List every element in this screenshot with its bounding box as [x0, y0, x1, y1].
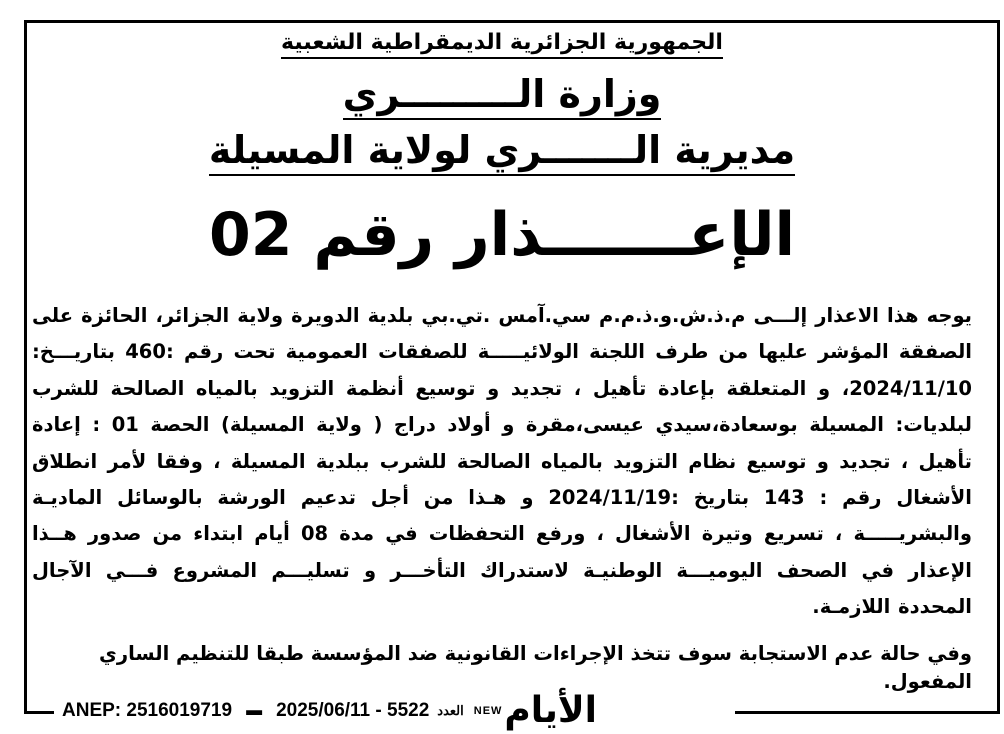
separator-dash: ▬: [246, 702, 263, 719]
directorate-heading: مديرية الـــــــري لولاية المسيلة: [60, 128, 944, 172]
ministry-heading: وزارة الـــــــــري: [60, 72, 944, 116]
notice-title: الإعـــــــذار رقم 02: [208, 200, 796, 270]
republic-heading: الجمهورية الجزائرية الديمقراطية الشعبية: [60, 30, 944, 55]
frame-bottom-right-rule: [735, 711, 1000, 714]
frame-bottom-left-rule: [24, 711, 54, 714]
notice-closing: وفي حالة عدم الاستجابة سوف تتخذ الإجراءات القانونية ضد المؤسسة طبقا للتنظيم الساري المفعول.: [99, 642, 972, 693]
footer: [62, 690, 597, 731]
logo-mark: الأيام: [504, 690, 597, 731]
notice-body: يوجه هذا الاعذار إلـــى م.ذ.ش.و.ذ.م.م سي.آمس .تي.بي بلدية الدويرة ولاية الجزائر، الحائزة على الصفقة المؤشر عليها من طرف اللجنة الولائيـــــة للصفقات العمومية تحت رقم :460 بتاريـــخ: 2024/11/10، و المتعلقة بإعادة تأهيل ، تجديد و توسيع أنظمة التزويد بالمياه الصالحة للشرب لبلديات: المسيلة بوسعادة،سيدي عيسى،مقرة و أولاد دراج ( ولاية المسيلة) الحصة 01 : إعادة تأهيل ، تجديد و توسيع نظام التزويد بالمياه الصالحة للشرب ببلدية المسيلة ، وفقا لأمر انطلاق الأشغال رقم : 143 بتاريخ :2024/11/19 و هـذا من أجل تدعيم الورشة بالوسائل الماديـة والبشريـــــة ، تسريع وتيرة الأشغال ، ورفع التحفظات في مدة 08 أيام ابتداء من صدور هــذا الإعذار في الصحف اليوميـــة الوطنيـة لاستدراك التأخـــر و تسليـــم المشروع فـــي الآجال المحددة اللازمـة.: [32, 304, 972, 619]
logo-new-label: NEW: [473, 705, 503, 717]
newspaper-logo: [473, 690, 597, 731]
edition-date-number: 2025/06/11 - 5522: [276, 700, 430, 721]
issue-label: العدد: [437, 703, 464, 718]
anep-number: ANEP: 2516019719: [62, 700, 233, 721]
